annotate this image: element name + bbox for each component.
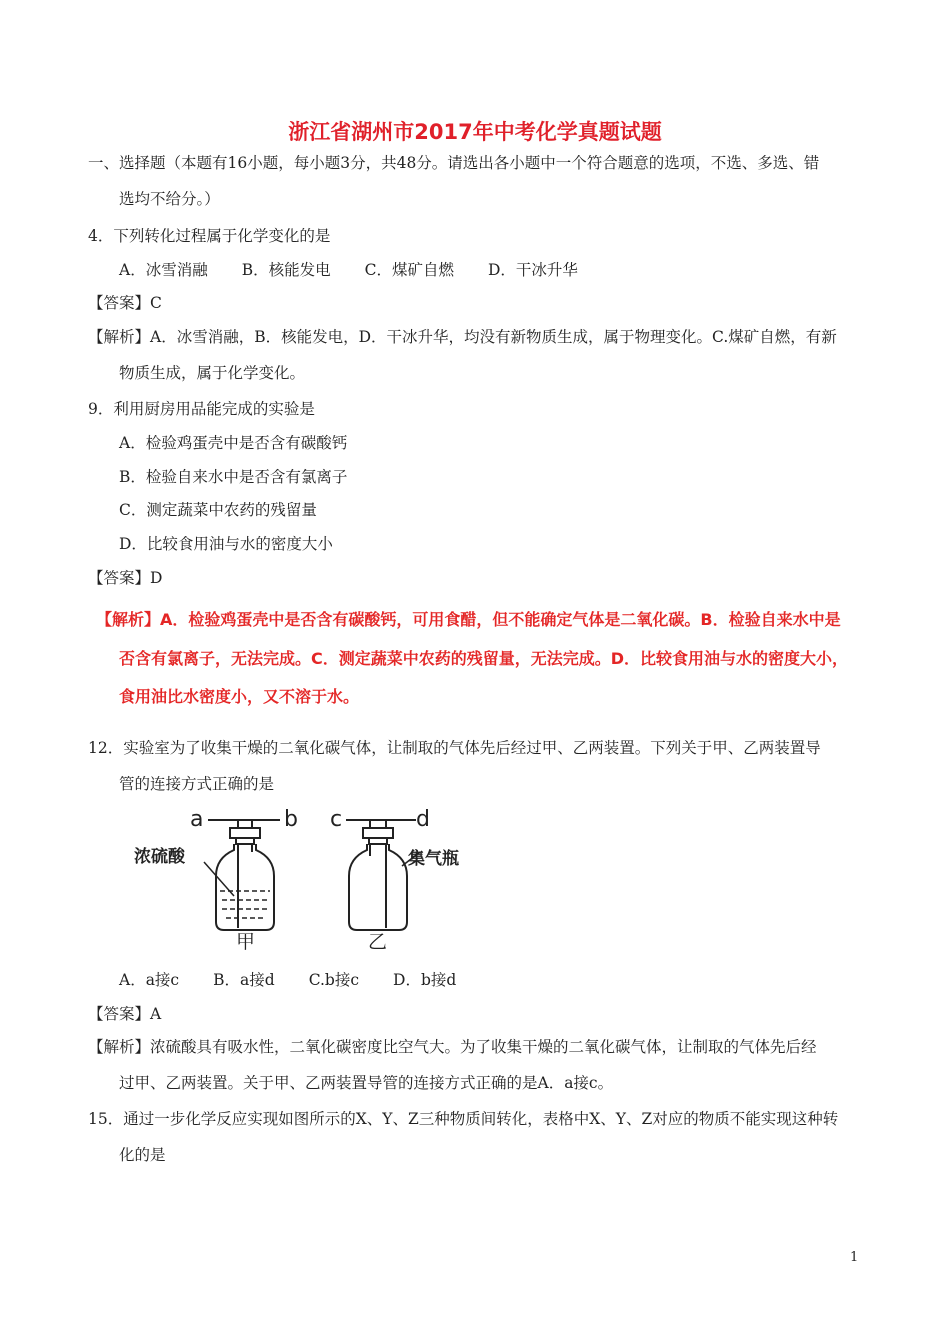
q9-analysis-line3: 食用油比水密度小，又不溶于水。 bbox=[119, 687, 360, 706]
q4-option-b: B．核能发电 bbox=[241, 261, 331, 279]
section-header-line2: 选均不给分。） bbox=[119, 190, 220, 208]
q12-option-b: B．a接d bbox=[213, 971, 275, 989]
q4-analysis-line1: 【解析】A．冰雪消融，B．核能发电，D．干冰升华，均没有新物质生成，属于物理变化。C.煤矿自燃，有新 bbox=[88, 328, 837, 346]
q9-analysis-line1: 【解析】A．检验鸡蛋壳中是否含有碳酸钙，可用食醋，但不能确定气体是二氧化碳。B．检验自来水中是 bbox=[96, 610, 841, 629]
q12-analysis-line2: 过甲、乙两装置。关于甲、乙两装置导管的连接方式正确的是A．a接c。 bbox=[119, 1074, 614, 1092]
q4-options bbox=[119, 259, 612, 281]
q4-option-d: D．干冰升华 bbox=[487, 261, 578, 279]
page-number: 1 bbox=[850, 1250, 859, 1265]
q9-stem: 9．利用厨房用品能完成的实验是 bbox=[88, 400, 315, 418]
q12-answer: 【答案】A bbox=[88, 1005, 162, 1023]
q9-option-d: D．比较食用油与水的密度大小 bbox=[119, 535, 333, 553]
label-jia: 甲 bbox=[236, 931, 256, 952]
q12-option-a: A．a接c bbox=[119, 971, 180, 989]
label-yi: 乙 bbox=[368, 931, 388, 952]
q12-analysis-line1: 【解析】浓硫酸具有吸水性，二氧化碳密度比空气大。为了收集干燥的二氧化碳气体，让制取的气体先后经 bbox=[88, 1038, 817, 1056]
label-d: d bbox=[416, 807, 430, 832]
label-gas-bottle: 集气瓶 bbox=[408, 849, 459, 869]
q12-option-c: C.b接c bbox=[308, 971, 360, 989]
q4-analysis-line2: 物质生成，属于化学变化。 bbox=[119, 364, 306, 382]
q4-option-c: C．煤矿自燃 bbox=[364, 261, 454, 279]
label-a: a bbox=[190, 807, 204, 832]
label-c: c bbox=[330, 807, 343, 832]
q4-stem: 4．下列转化过程属于化学变化的是 bbox=[88, 227, 331, 245]
q15-stem-line2: 化的是 bbox=[119, 1146, 166, 1164]
q15-stem-line1: 15．通过一步化学反应实现如图所示的X、Y、Z三种物质间转化，表格中X、Y、Z对应的物质不能实现这种转 bbox=[88, 1110, 839, 1128]
bottle-yi bbox=[346, 820, 420, 930]
section-header-line1: 一、选择题（本题有16小题，每小题3分，共48分。请选出各小题中一个符合题意的选项，不选、多选、错 bbox=[88, 154, 820, 172]
q4-answer: 【答案】C bbox=[88, 294, 162, 312]
q12-option-d: D．b接d bbox=[393, 971, 457, 989]
q12-options bbox=[119, 969, 490, 991]
label-acid: 浓硫酸 bbox=[134, 847, 185, 867]
q4-option-a: A．冰雪消融 bbox=[119, 261, 208, 279]
page-title: 浙江省湖州市2017年中考化学真题试题 bbox=[288, 120, 662, 144]
q9-analysis-line2: 否含有氯离子，无法完成。C．测定蔬菜中农药的残留量，无法完成。D．比较食用油与水的密度大小， bbox=[119, 649, 849, 668]
bottle-jia bbox=[204, 820, 280, 930]
q12-stem-line1: 12．实验室为了收集干燥的二氧化碳气体，让制取的气体先后经过甲、乙两装置。下列关于甲、乙两装置导 bbox=[88, 739, 821, 757]
q9-option-b: B．检验自来水中是否含有氯离子 bbox=[119, 468, 348, 486]
label-b: b bbox=[284, 807, 298, 832]
q9-answer: 【答案】D bbox=[88, 569, 163, 587]
apparatus-figure bbox=[130, 800, 480, 952]
q12-stem-line2: 管的连接方式正确的是 bbox=[119, 775, 275, 793]
q9-option-c: C．测定蔬菜中农药的残留量 bbox=[119, 501, 317, 519]
q9-option-a: A．检验鸡蛋壳中是否含有碳酸钙 bbox=[119, 434, 348, 452]
